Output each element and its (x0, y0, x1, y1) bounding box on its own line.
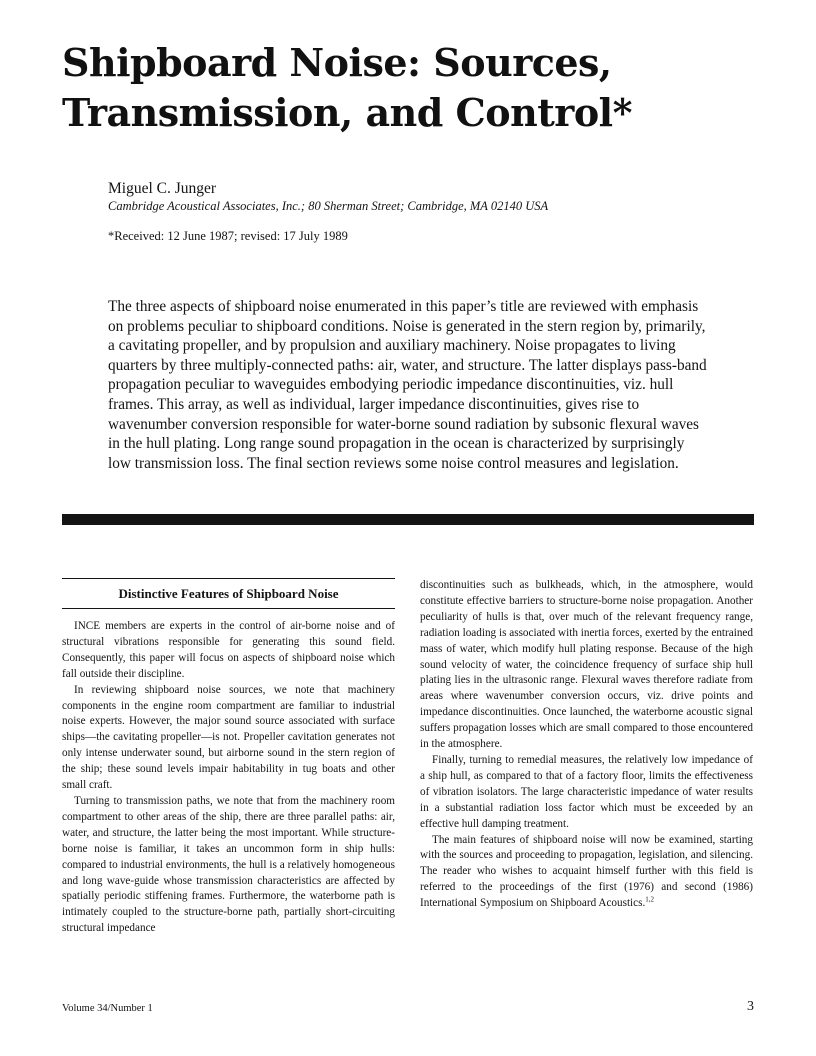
abstract-text: The three aspects of shipboard noise enumerated in this paper’s title are reviewed with emphasis on problems peculiar to shipboard conditions. Noise is generated in the stern region by, primarily, a cavitating propeller, and by propulsion and auxiliary machinery. Noise propagates to living quarters by three multiply-connected paths: air, water, and structure. The latter displays pass-band propagation peculiar to waveguides embodying periodic impedance discontinuities, viz. hull frames. This array, as well as individual, larger impedance discontinuities, gives rise to wavenumber conversion responsible for water-borne sound radiation by subsonic flexural waves in the hull plating. Long range sound propagation in the ocean is characterized by surprisingly low transmission loss. The final section reviews some noise control measures and legislation. (108, 298, 707, 472)
article-title: Shipboard Noise: Sources, Transmission, and Control* (62, 40, 632, 135)
body-paragraph: Turning to transmission paths, we note that from the machinery room compartment to other areas of the ship, there are three parallel paths: air, water, and structure, the latter being the most important. While structure-borne noise is familiar, it takes an uncommon form in ship hulls: compared to industrial environments, the hull is a relatively homogeneous and long wave-guide whose transmission characteristics are affected by spatially periodic stiffening frames. Furthermore, the waterborne path is intimately coupled to the structure-borne path, partially short-circuiting structural impedance (62, 794, 395, 935)
author-affiliation: Cambridge Acoustical Associates, Inc.; 80 Sherman Street; Cambridge, MA 02140 USA (108, 199, 549, 213)
page-number: 3 (747, 999, 754, 1014)
section-divider-bar (62, 514, 754, 525)
right-column (420, 578, 753, 912)
section-heading: Distinctive Features of Shipboard Noise (62, 578, 395, 609)
body-paragraph: In reviewing shipboard noise sources, we note that machinery components in the engine room compartment are familiar to industrial noise experts. However, the major sound source associated with surface ships—the cavitating propeller—is not. Propeller cavitation generates not only intense underwater sound, but airborne sound in the stern region of the ship; these sound levels impair habitability in tug boats and other small craft. (62, 683, 395, 792)
body-paragraph: Finally, turning to remedial measures, the relatively low impedance of a ship hull, as compared to that of a factory floor, limits the effectiveness of vibration isolators. The large characteristic impedance of water results in a substantial radiation loss factor which must be exceeded by an effective hull damping treatment. (420, 753, 753, 830)
body-paragraph-text: The main features of shipboard noise will now be examined, starting with the sources and proceeding to propagation, legislation, and silencing. The reader who wishes to acquaint himself further with this field is referred to the proceedings of the first (1976) and second (1986) International Symposium on Shipboard Acoustics. (420, 833, 753, 910)
author-name: Miguel C. Junger (108, 180, 217, 197)
body-paragraph (420, 833, 753, 913)
journal-volume-footer: Volume 34/Number 1 (62, 1003, 153, 1014)
body-paragraph: discontinuities such as bulkheads, which, in the atmosphere, would constitute effective barriers to structure-borne noise propagation. Another peculiarity of hulls is that, over much of the relevant frequency range, radiation loading is associated with inertia forces, exerted by the entrained mass of water, which modify hull plating response. Because of the high sound velocity of water, the coincidence frequency of surface ship hull plating lies in the ultrasonic range. Flexural waves therefore radiate from areas where wavenumber conversion occurs, viz. drive points and impedance discontinuities. Once launched, the waterborne acoustic signal suffers propagation losses which are small compared to those encountered in the atmosphere. (420, 579, 753, 751)
received-date-note: *Received: 12 June 1987; revised: 17 July 1989 (108, 229, 348, 243)
citation-superscript: 1,2 (645, 895, 655, 904)
left-column (62, 578, 395, 937)
body-paragraph: INCE members are experts in the control of air-borne noise and of structural vibrations responsible for generating this sound field. Consequently, this paper will focus on aspects of shipboard noise which fall outside their discipline. (62, 620, 395, 680)
